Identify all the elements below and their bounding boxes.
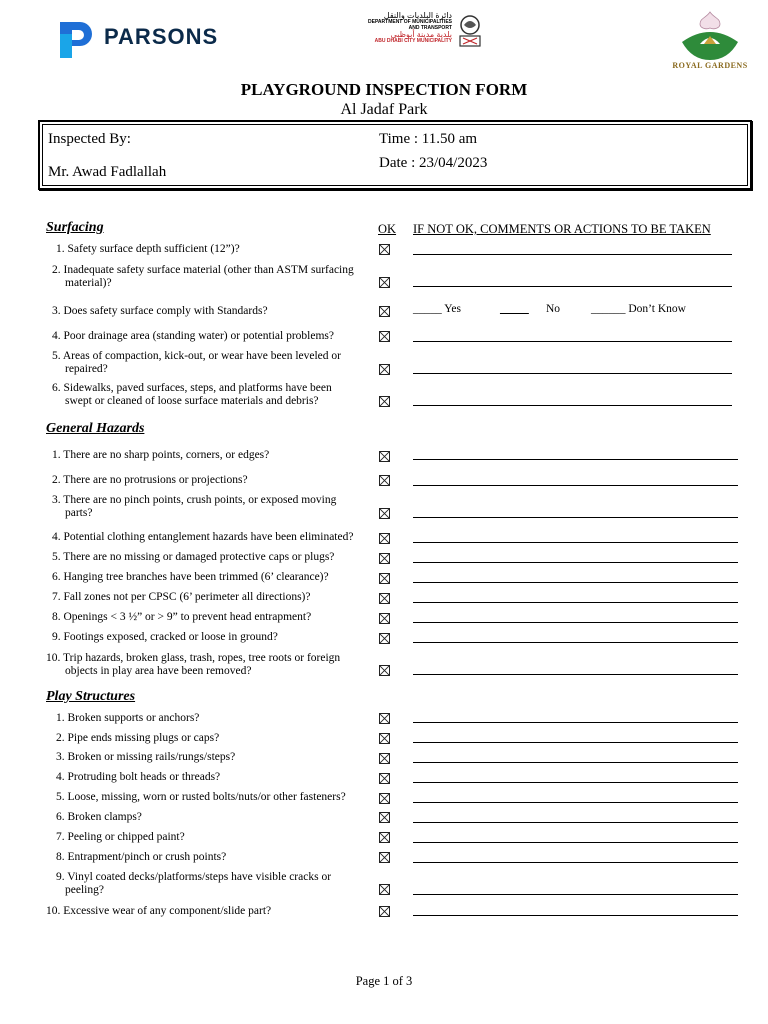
question-item: 5. Loose, missing, worn or rusted bolts/nuts/or other fasteners?: [56, 791, 346, 803]
ok-checkbox[interactable]: [379, 613, 390, 624]
question-item: 6. Hanging tree branches have been trimmed (6’ clearance)?: [52, 571, 329, 583]
comment-line[interactable]: [413, 742, 738, 743]
comment-line[interactable]: [413, 642, 738, 643]
no-option[interactable]: _____ No: [500, 303, 561, 315]
question-item: 4. Potential clothing entanglement hazards have been eliminated?: [52, 531, 354, 543]
question-item: 9. Footings exposed, cracked or loose in ground?: [52, 631, 278, 643]
royal-gardens-logo: [664, 10, 756, 78]
comment-line[interactable]: [413, 562, 738, 563]
question-item: 9. Vinyl coated decks/platforms/steps have visible cracks or peeling?: [56, 871, 332, 896]
form-title: PLAYGROUND INSPECTION FORM: [240, 80, 528, 99]
royal-gardens-text: ROYAL GARDENS: [672, 61, 748, 70]
dmt-logo: [356, 12, 486, 52]
question-item: 10. Excessive wear of any component/slide part?: [46, 905, 272, 917]
comment-line[interactable]: [413, 762, 738, 763]
question-item: 1. There are no sharp points, corners, or edges?: [52, 449, 270, 461]
question-item: 1. Safety surface depth sufficient (12”)?: [56, 243, 240, 255]
ok-checkbox[interactable]: [379, 573, 390, 584]
question-item: 8. Openings < 3 ½” or > 9” to prevent head entrapment?: [52, 611, 312, 623]
question-item: 6. Sidewalks, paved surfaces, steps, and platforms have been swept or cleaned of loose surface materials and debris?: [52, 382, 332, 407]
question-item: 3. Does safety surface comply with Standards?: [52, 305, 268, 317]
comment-line[interactable]: [413, 862, 738, 863]
comment-line[interactable]: [413, 822, 738, 823]
question-item: 7. Fall zones not per CPSC (6’ perimeter all directions)?: [52, 591, 311, 603]
page-number: Page 1 of 3: [355, 974, 413, 988]
comment-line[interactable]: [413, 622, 738, 623]
parsons-p-icon: [58, 20, 94, 60]
ok-checkbox[interactable]: [379, 593, 390, 604]
ok-checkbox[interactable]: [379, 665, 390, 676]
question-item: 5. Areas of compaction, kick-out, or wear have been leveled or repaired?: [52, 350, 341, 375]
comment-line[interactable]: [413, 582, 738, 583]
ok-checkbox[interactable]: [379, 306, 390, 317]
question-item: 2. There are no protrusions or projections?: [52, 474, 248, 486]
yes-option[interactable]: _____ Yes: [413, 303, 461, 315]
ok-checkbox[interactable]: [379, 713, 390, 724]
date-field: Date : 23/04/2023: [379, 155, 488, 171]
question-item: 8. Entrapment/pinch or crush points?: [56, 851, 227, 863]
ok-checkbox[interactable]: [379, 812, 390, 823]
question-item: 5. There are no missing or damaged protective caps or plugs?: [52, 551, 335, 563]
comment-line[interactable]: [413, 842, 738, 843]
comment-line[interactable]: [413, 722, 738, 723]
inspection-info-box: [38, 120, 752, 190]
question-item: 6. Broken clamps?: [56, 811, 142, 823]
dont-know-option[interactable]: ______ Don’t Know: [591, 303, 686, 315]
inspected-by-label: Inspected By:: [48, 131, 131, 147]
comment-line[interactable]: [413, 894, 738, 895]
comment-line[interactable]: [413, 459, 738, 460]
ok-checkbox[interactable]: [379, 396, 390, 407]
ok-checkbox[interactable]: [379, 906, 390, 917]
comment-line[interactable]: [413, 542, 738, 543]
ok-checkbox[interactable]: [379, 533, 390, 544]
question-item: 2. Inadequate safety surface material (other than ASTM surfacing material)?: [52, 264, 354, 289]
comment-line[interactable]: [413, 674, 738, 675]
inspector-name: Mr. Awad Fadlallah: [48, 164, 167, 180]
comment-line[interactable]: [413, 373, 732, 374]
ok-checkbox[interactable]: [379, 331, 390, 342]
ok-checkbox[interactable]: [379, 633, 390, 644]
time-field: Time : 11.50 am: [379, 131, 478, 147]
comment-line[interactable]: [413, 517, 738, 518]
section-title-general-hazards: General Hazards: [46, 421, 145, 436]
comment-line[interactable]: [413, 602, 738, 603]
ok-checkbox[interactable]: [379, 733, 390, 744]
ok-checkbox[interactable]: [379, 884, 390, 895]
ok-checkbox[interactable]: [379, 773, 390, 784]
comment-line[interactable]: [413, 286, 732, 287]
ok-checkbox[interactable]: [379, 753, 390, 764]
ok-checkbox[interactable]: [379, 508, 390, 519]
comment-line[interactable]: [413, 915, 738, 916]
comment-line[interactable]: [413, 341, 732, 342]
question-item: 3. Broken or missing rails/rungs/steps?: [56, 751, 236, 763]
question-item: 4. Protruding bolt heads or threads?: [56, 771, 221, 783]
comment-line[interactable]: [413, 485, 738, 486]
comments-column-header: IF NOT OK, COMMENTS OR ACTIONS TO BE TAKEN: [413, 222, 711, 236]
ok-checkbox[interactable]: [379, 244, 390, 255]
parsons-logo: [58, 20, 258, 60]
section-title-surfacing: Surfacing: [46, 220, 104, 235]
ok-checkbox[interactable]: [379, 451, 390, 462]
question-item: 1. Broken supports or anchors?: [56, 712, 200, 724]
ok-column-header: OK: [378, 222, 397, 236]
ok-checkbox[interactable]: [379, 852, 390, 863]
ok-checkbox[interactable]: [379, 475, 390, 486]
question-item: 7. Peeling or chipped paint?: [56, 831, 185, 843]
ok-checkbox[interactable]: [379, 277, 390, 288]
comment-line[interactable]: [413, 254, 732, 255]
ok-checkbox[interactable]: [379, 793, 390, 804]
abu-dhabi-emblem-icon: [456, 14, 484, 48]
section-title-play-structures: Play Structures: [46, 689, 136, 704]
comment-line[interactable]: [413, 405, 732, 406]
location-name: Al Jadaf Park: [340, 101, 428, 118]
question-item: 2. Pipe ends missing plugs or caps?: [56, 732, 220, 744]
ok-checkbox[interactable]: [379, 364, 390, 375]
question-item: 4. Poor drainage area (standing water) or potential problems?: [52, 330, 334, 342]
question-item: 10. Trip hazards, broken glass, trash, ropes, tree roots or foreign objects in play area have been removed?: [46, 652, 341, 677]
question-item: 3. There are no pinch points, crush points, or exposed moving parts?: [52, 494, 337, 519]
comment-line[interactable]: [413, 802, 738, 803]
ok-checkbox[interactable]: [379, 553, 390, 564]
parsons-wordmark: PARSONS: [104, 24, 219, 49]
ok-checkbox[interactable]: [379, 832, 390, 843]
royal-gardens-emblem-icon: [678, 10, 742, 62]
dmt-text: دائرة البلديات والنقل DEPARTMENT OF MUNICIPALITIES AND TRANSPORT بلدية مدينة أبوظبي ABU DHABI CITY MUNICIPALITY: [368, 11, 452, 45]
comment-line[interactable]: [413, 782, 738, 783]
